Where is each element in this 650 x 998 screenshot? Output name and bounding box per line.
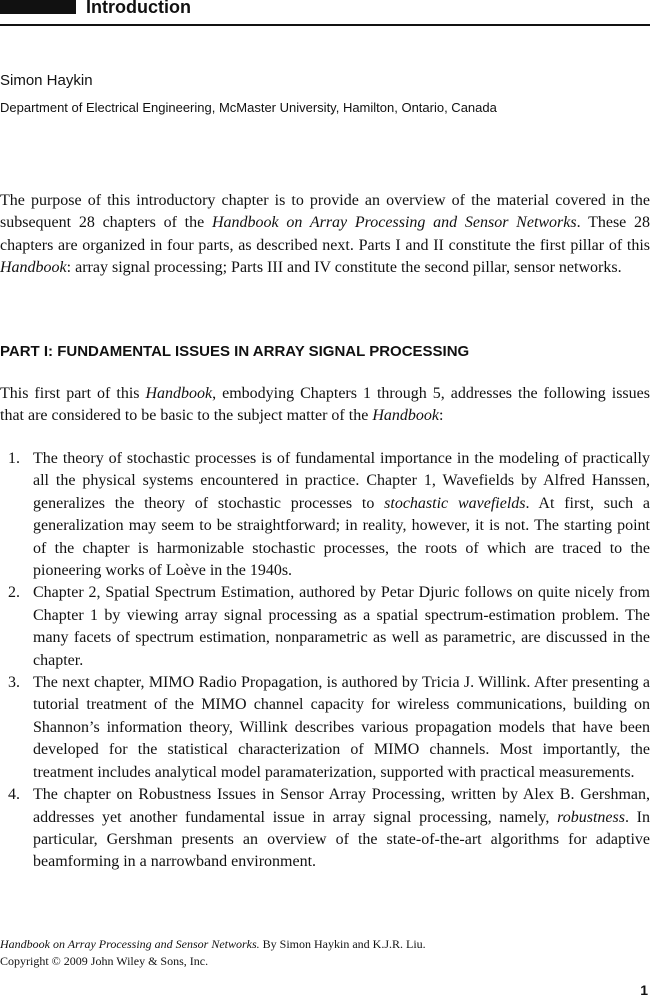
chapter-list bbox=[0, 448, 650, 874]
intro-paragraph: The purpose of this introductory chapter is to provide an overview of the material covered in the subsequent 28 chapters of the Handbook on Array Processing and Sensor Networks. These 28 chapters are organized in four parts, as described next. Parts I and II constitute the first pillar of this Handbook: array signal processing; Parts III and IV constitute the second pillar, sensor networks. bbox=[0, 192, 650, 277]
book-title-italic: Handbook on Array Processing and Sensor Networks bbox=[211, 214, 577, 232]
list-item: 4. The chapter on Robustness Issues in Sensor Array Processing, written by Alex B. Gershman, addresses yet another fundamental issue in array signal processing, namely, robustness. In particular, Gershman presents an overview of the state-of-the-art algorithms for adaptive beamforming in a narrowband environment. bbox=[8, 786, 650, 871]
list-item: 2. Chapter 2, Spatial Spectrum Estimation, authored by Petar Djuric follows on quite nicely from Chapter 1 by viewing array signal processing as a spatial spectrum-estimation problem. The many facets of spectrum estimation, nonparametric as well as parametric, are discussed in the chapter. bbox=[8, 584, 650, 669]
footer-citation bbox=[0, 936, 426, 953]
footer bbox=[0, 936, 426, 970]
handbook-italic: Handbook bbox=[0, 259, 67, 277]
author-affiliation: Department of Electrical Engineering, McMaster University, Hamilton, Ontario, Canada bbox=[0, 100, 497, 115]
header-rule bbox=[0, 24, 650, 26]
author-name: Simon Haykin bbox=[0, 72, 93, 89]
list-number: 3. bbox=[8, 674, 20, 692]
chapter-title: Introduction bbox=[86, 0, 191, 17]
list-number: 4. bbox=[8, 786, 20, 804]
footer-book-title: Handbook on Array Processing and Sensor Networks. bbox=[0, 937, 260, 951]
footer-authors: By Simon Haykin and K.J.R. Liu. bbox=[259, 937, 426, 951]
list-item: 3. The next chapter, MIMO Radio Propagation, is authored by Tricia J. Willink. After presenting a tutorial treatment of the MIMO channel capacity for wireless communications, building on Shannon’s information theory, Willink describes various propagation models that have been developed for the statistical characterization of MIMO channels. Most importantly, the treatment includes analytical model paramaterization, supported with practical measurements. bbox=[8, 674, 650, 781]
page-number: 1 bbox=[640, 982, 648, 998]
list-item: 1. The theory of stochastic processes is of fundamental importance in the modeling of practically all the physical systems encountered in practice. Chapter 1, Wavefields by Alfred Hanssen, generalizes the theory of stochastic processes to stochastic wavefields. At first, such a generalization may seem to be straightforward; in reality, however, it is not. The starting point of the chapter is harmonizable stochastic processes, the roots of which are traced to the pioneering works of Loève in the 1940s. bbox=[8, 450, 650, 580]
list-number: 1. bbox=[8, 450, 20, 467]
part-heading: PART I: FUNDAMENTAL ISSUES IN ARRAY SIGNAL PROCESSING bbox=[0, 343, 470, 360]
footer-copyright: Copyright © 2009 John Wiley & Sons, Inc. bbox=[0, 954, 209, 968]
list-number: 2. bbox=[8, 584, 20, 602]
header-bar bbox=[0, 0, 76, 14]
part-lead-paragraph: This first part of this Handbook, embodying Chapters 1 through 5, addresses the following issues that are considered to be basic to the subject matter of the Handbook: bbox=[0, 385, 650, 425]
